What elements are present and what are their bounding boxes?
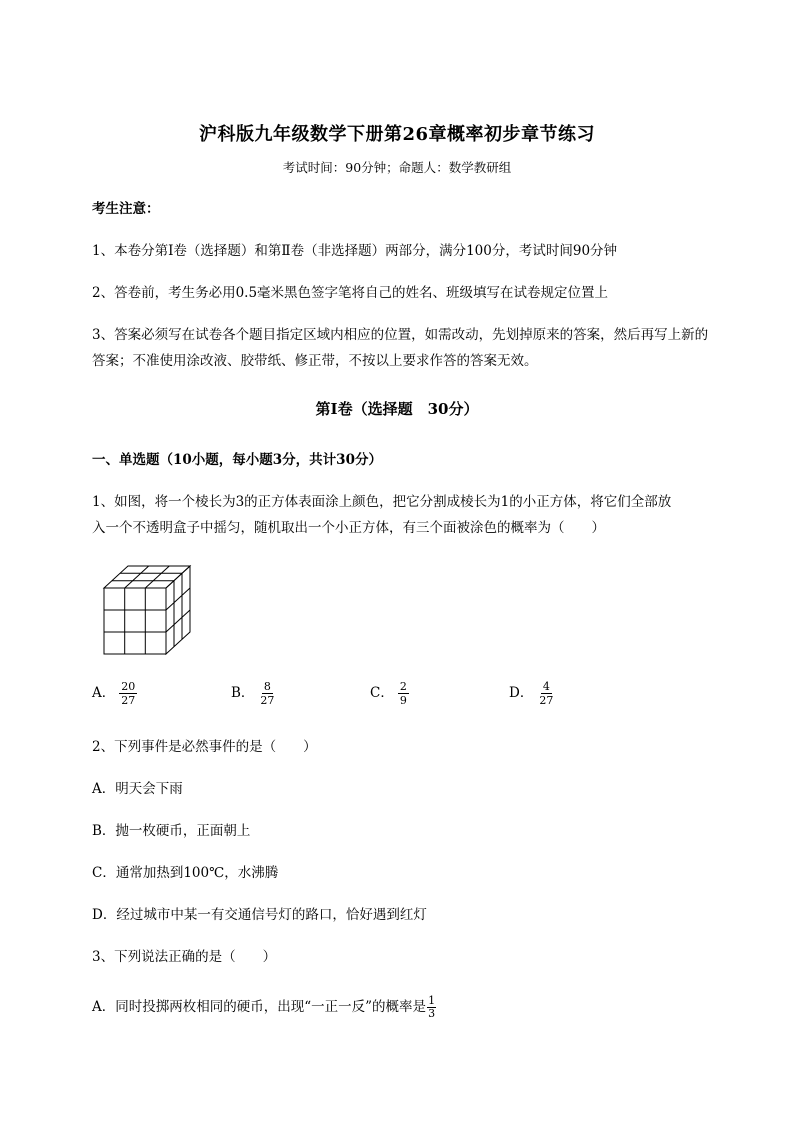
q1-option-c-num: 2 <box>399 680 407 693</box>
q1-option-c-label: C． <box>370 685 394 701</box>
part-heading: 一、单选题（10小题，每小题3分，共计30分） <box>92 452 382 468</box>
q1-option-d[interactable] <box>509 680 555 707</box>
q1-option-c[interactable] <box>370 680 409 707</box>
q1-option-b[interactable] <box>231 680 276 707</box>
q1-option-d-den: 27 <box>539 694 554 707</box>
q3-option-a-text: A．同时投掷两枚相同的硬币，出现“一正一反”的概率是 <box>92 999 427 1015</box>
q1-option-c-fraction <box>398 680 409 707</box>
q3-option-a[interactable] <box>92 994 712 1020</box>
q1-option-d-label: D． <box>509 685 534 701</box>
q1-option-b-fraction <box>258 680 276 707</box>
q2-option-d[interactable]: D．经过城市中某一有交通信号灯的路口，恰好遇到红灯 <box>92 907 427 923</box>
cube-figure <box>102 564 194 658</box>
q1-stem-line2: 入一个不透明盒子中摇匀，随机取出一个小正方体，有三个面被涂色的概率为（ ） <box>92 520 605 536</box>
exam-info: 考试时间：90分钟；命题人：数学教研组 <box>282 160 512 175</box>
q2-stem: 2、下列事件是必然事件的是（ ） <box>92 739 317 755</box>
q1-option-a-den: 27 <box>121 694 136 707</box>
q3-option-a-den: 3 <box>428 1007 436 1020</box>
notice-item-1: 1、本卷分第I卷（选择题）和第Ⅱ卷（非选择题）两部分，满分100分，考试时间90分钟 <box>92 243 618 259</box>
q1-option-a-label: A． <box>92 685 116 701</box>
notice-item-2: 2、答卷前，考生务必用0.5毫米黑色签字笔将自己的姓名、班级填写在试卷规定位置上 <box>92 285 609 301</box>
q1-option-a-fraction <box>119 680 137 707</box>
q1-option-a[interactable] <box>92 680 137 707</box>
q3-option-a-num: 1 <box>428 994 436 1007</box>
q1-option-b-label: B． <box>231 685 255 701</box>
section-title: 第I卷（选择题 30分） <box>315 400 479 418</box>
q1-option-a-num: 20 <box>121 680 136 693</box>
q1-option-d-num: 4 <box>542 680 550 693</box>
notice-heading: 考生注意： <box>92 201 160 217</box>
q2-option-b[interactable]: B．抛一枚硬币，正面朝上 <box>92 823 251 839</box>
q1-option-c-den: 9 <box>399 694 407 707</box>
q1-option-b-num: 8 <box>263 680 271 693</box>
q1-option-b-den: 27 <box>260 694 275 707</box>
page-title: 沪科版九年级数学下册第26章概率初步章节练习 <box>198 124 596 145</box>
q1-option-d-fraction <box>537 680 555 707</box>
q3-option-a-fraction <box>427 995 436 1020</box>
q2-option-c[interactable]: C．通常加热到100℃，水沸腾 <box>92 865 279 881</box>
q2-option-a[interactable]: A．明天会下雨 <box>92 781 183 797</box>
q1-stem-line1: 1、如图，将一个棱长为3的正方体表面涂上颜色，把它分割成棱长为1的小正方体，将它们全部放 <box>92 494 672 510</box>
q3-stem: 3、下列说法正确的是（ ） <box>92 949 277 965</box>
notice-item-3: 3、答案必须写在试卷各个题目指定区域内相应的位置，如需改动，先划掉原来的答案，然后再写上新的答案；不准使用涂改液、胶带纸、修正带，不按以上要求作答的答案无效。 <box>92 327 709 369</box>
